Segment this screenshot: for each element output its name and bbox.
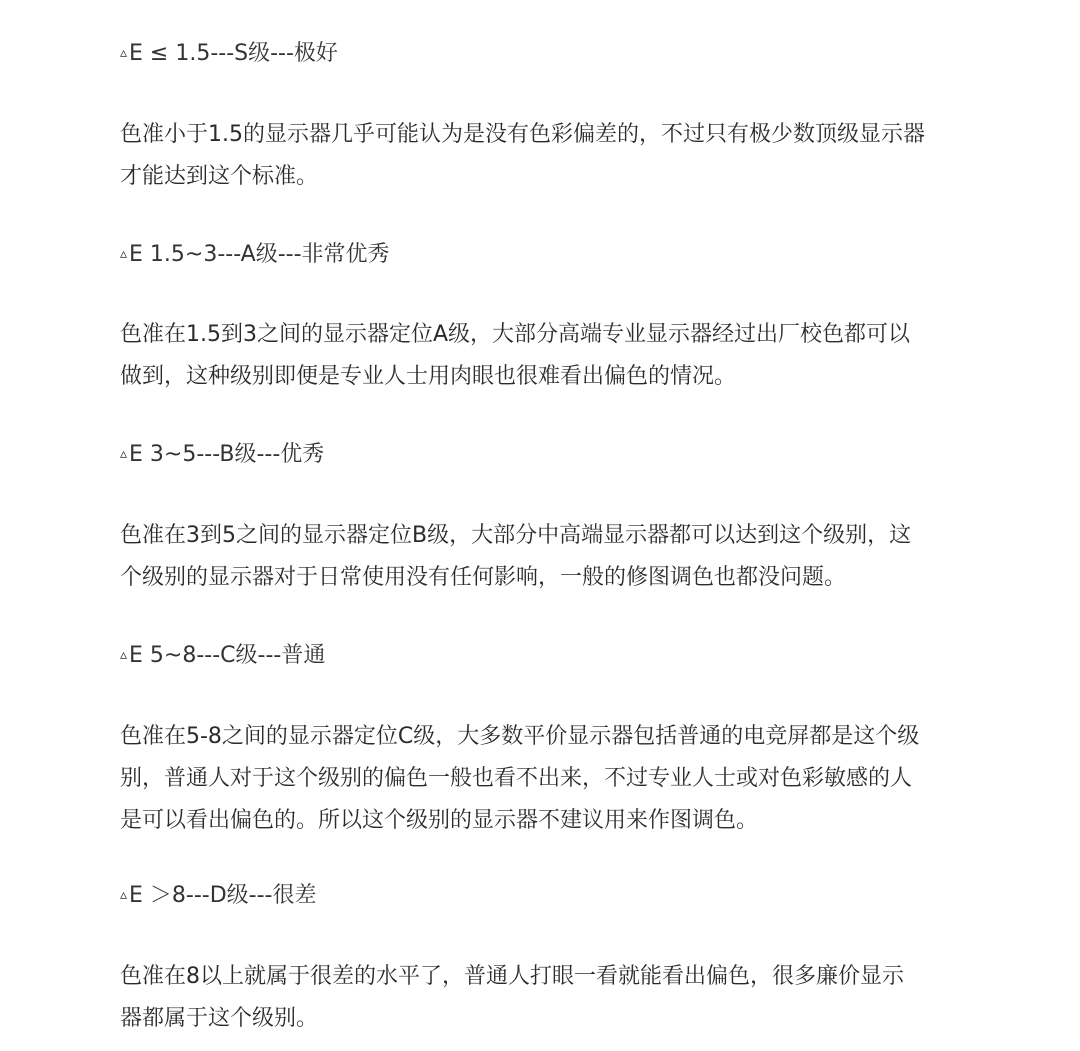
heading-text: E 1.5~3---A级---非常优秀 — [129, 242, 390, 267]
grade-description-c — [120, 716, 1010, 842]
paragraph-line: 做到，这种级别即便是专业人士用肉眼也很难看出偏色的情况。 — [120, 364, 737, 389]
paragraph-line: 色准在3到5之间的显示器定位B级，大部分中高端显示器都可以达到这个级别，这 — [120, 523, 912, 548]
grade-heading-s — [120, 38, 338, 69]
paragraph-line: 别，普通人对于这个级别的偏色一般也看不出来，不过专业人士或对色彩敏感的人 — [120, 766, 913, 791]
paragraph-line: 器都属于这个级别。 — [120, 1006, 319, 1031]
heading-text: E ≤ 1.5---S级---极好 — [129, 41, 338, 66]
grade-heading-a — [120, 239, 390, 270]
delta-triangle-icon: ▵ — [120, 647, 128, 663]
heading-text: E 5~8---C级---普通 — [129, 643, 326, 668]
paragraph-line: 色准在8以上就属于很差的水平了，普通人打眼一看就能看出偏色，很多廉价显示 — [120, 964, 904, 989]
delta-triangle-icon: ▵ — [120, 887, 128, 903]
paragraph-line: 个级别的显示器对于日常使用没有任何影响，一般的修图调色也都没问题。 — [120, 565, 847, 590]
grade-heading-b — [120, 439, 324, 470]
grade-description-s — [120, 114, 1010, 198]
delta-triangle-icon: ▵ — [120, 45, 128, 61]
paragraph-line: 色准小于1.5的显示器几乎可能认为是没有色彩偏差的，不过只有极少数顶级显示器 — [120, 122, 925, 147]
grade-heading-c — [120, 640, 325, 671]
paragraph-line: 是可以看出偏色的。所以这个级别的显示器不建议用来作图调色。 — [120, 808, 759, 833]
grade-description-d — [120, 956, 1010, 1040]
paragraph-line: 才能达到这个标准。 — [120, 164, 319, 189]
grade-heading-d — [120, 880, 317, 911]
heading-text: E ＞8---D级---很差 — [129, 883, 317, 908]
delta-triangle-icon: ▵ — [120, 246, 128, 262]
delta-triangle-icon: ▵ — [120, 446, 128, 462]
grade-description-b — [120, 515, 1010, 599]
paragraph-line: 色准在1.5到3之间的显示器定位A级，大部分高端专业显示器经过出厂校色都可以 — [120, 322, 911, 347]
grade-description-a — [120, 314, 1010, 398]
paragraph-line: 色准在5-8之间的显示器定位C级，大多数平价显示器包括普通的电竞屏都是这个级 — [120, 724, 920, 749]
heading-text: E 3~5---B级---优秀 — [129, 442, 325, 467]
